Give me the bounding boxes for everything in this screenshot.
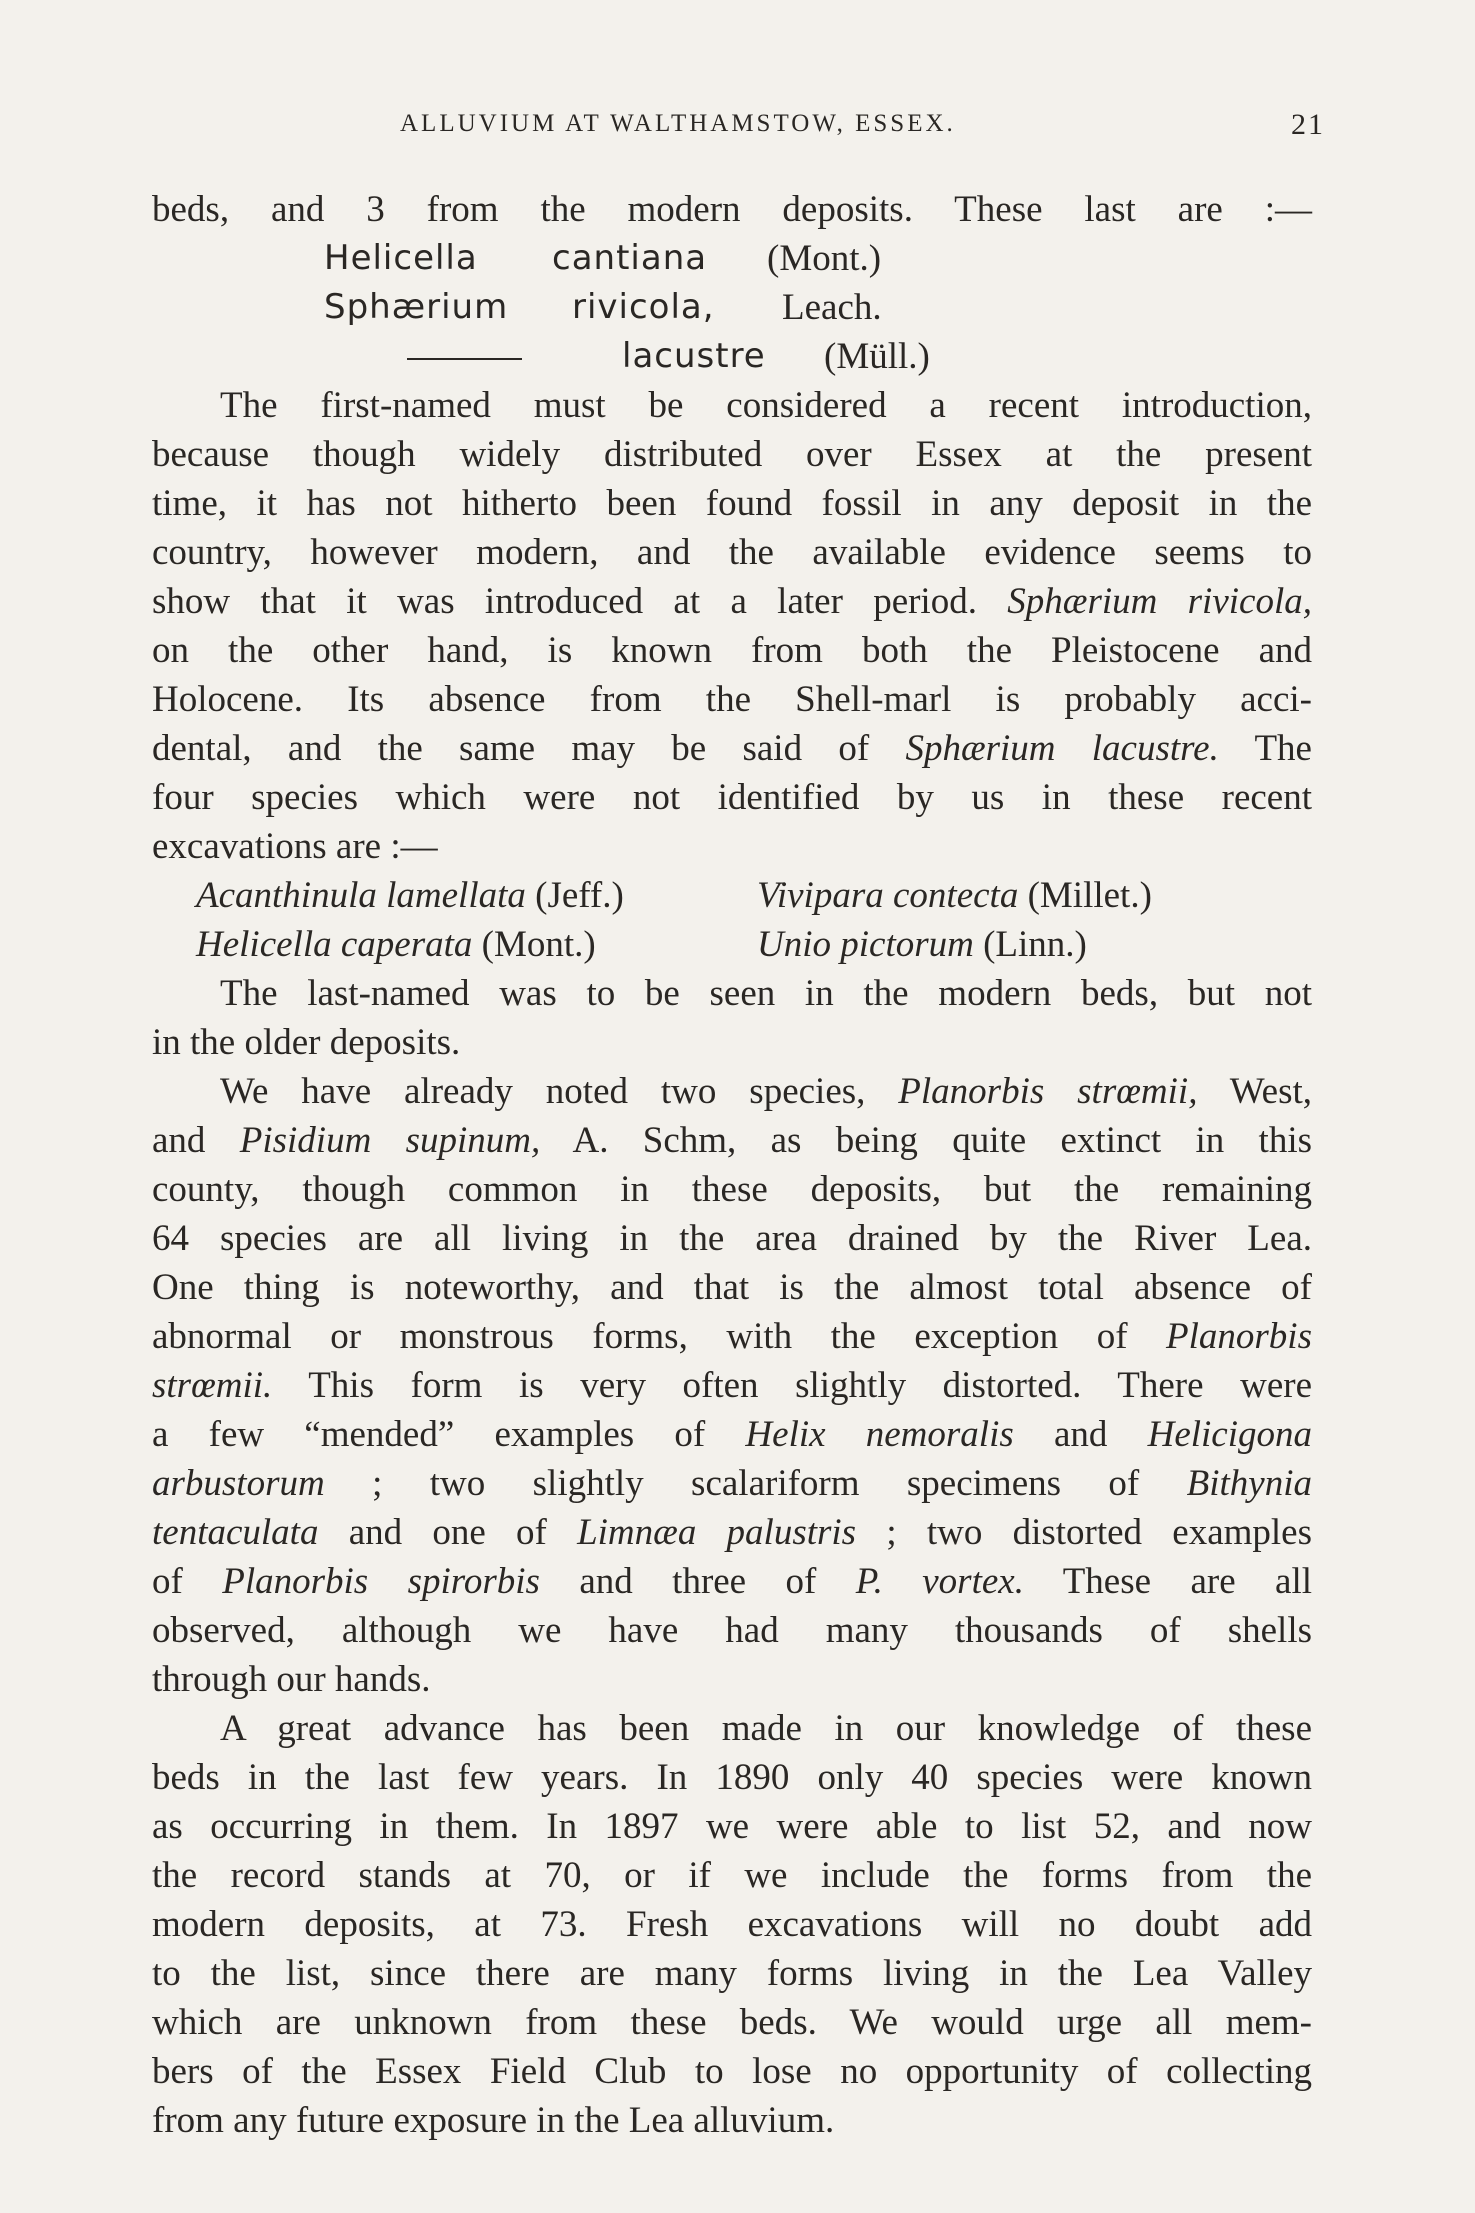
species-italic: Acanthinula lamellata	[196, 875, 526, 916]
text-line	[152, 1410, 1312, 1459]
species-author: Leach.	[782, 287, 882, 328]
text-line: four species which were not identified by us in these recent	[152, 777, 1312, 818]
text-line	[152, 577, 1312, 626]
page-number: 21	[1291, 108, 1325, 141]
text-line	[152, 1361, 1312, 1410]
text-line	[152, 1557, 1312, 1606]
species-italic: P. vortex.	[855, 1561, 1024, 1602]
missing-species-row	[152, 871, 1312, 920]
text-span: abnormal or monstrous forms, with the exception of	[152, 1316, 1128, 1357]
text-line: One thing is noteworthy, and that is the almost total absence of	[152, 1267, 1312, 1308]
text-line: in the older deposits.	[152, 1022, 461, 1063]
species-entry	[196, 920, 596, 969]
text-line	[152, 724, 1312, 773]
species-italic: Sphærium lacustre.	[905, 728, 1219, 769]
species-italic: arbustorum	[152, 1463, 325, 1504]
species-name: rivicola,	[572, 287, 715, 327]
text-line: to the list, since there are many forms living in the Lea Valley	[152, 1953, 1312, 1994]
text-span: dental, and the same may be said of	[152, 728, 870, 769]
text-line: Holocene. Its absence from the Shell-marl is probably acci-	[152, 679, 1312, 720]
text-line: time, it has not hitherto been found fossil in any deposit in the	[152, 483, 1312, 524]
ditto-dash	[407, 358, 522, 360]
species-italic: Helicella caperata	[196, 924, 473, 965]
text-span: This form is very often slightly distorted. There were	[308, 1365, 1312, 1406]
text-line: which are unknown from these beds. We would urge all mem-	[152, 2002, 1312, 2043]
text-span: and one of	[348, 1512, 547, 1553]
species-author: (Millet.)	[1027, 875, 1152, 916]
species-italic: Limnæa palustris	[577, 1512, 857, 1553]
text-span: a few “mended” examples of	[152, 1414, 706, 1455]
species-entry	[757, 871, 1152, 920]
species-italic: Sphærium rivicola,	[1007, 581, 1312, 622]
species-italic: Planorbis	[1166, 1316, 1312, 1357]
text-line	[152, 1459, 1312, 1508]
species-entry	[152, 332, 1312, 381]
text-line: 64 species are all living in the area drained by the River Lea.	[152, 1218, 1312, 1259]
text-line: modern deposits, at 73. Fresh excavations will no doubt add	[152, 1904, 1312, 1945]
species-entry	[196, 871, 624, 920]
text-span: and	[152, 1120, 206, 1161]
running-head	[150, 106, 1325, 146]
species-author: (Jeff.)	[535, 875, 624, 916]
text-line: on the other hand, is known from both the Pleistocene and	[152, 630, 1312, 671]
text-span: of	[152, 1561, 183, 1602]
body-text	[152, 185, 1312, 2145]
text-line: the record stands at 70, or if we include the forms from the	[152, 1855, 1312, 1896]
text-line	[152, 1116, 1312, 1165]
text-line	[152, 1067, 1312, 1116]
species-author: (Mont.)	[767, 238, 882, 279]
species-italic: Planorbis spirorbis	[222, 1561, 540, 1602]
species-italic: Unio pictorum	[757, 924, 974, 965]
text-line: The first-named must be considered a recent introduction,	[220, 385, 1312, 426]
text-span: ; two distorted examples	[886, 1512, 1313, 1553]
text-span: We have already noted two species,	[220, 1071, 866, 1112]
species-genus: Sphærium	[324, 287, 509, 327]
species-italic: Pisidium supinum,	[239, 1120, 541, 1161]
missing-species-row	[152, 920, 1312, 969]
text-span: A. Schm, as being quite extinct in this	[572, 1120, 1312, 1161]
text-line	[152, 1508, 1312, 1557]
species-italic: Helix nemoralis	[745, 1414, 1014, 1455]
species-entry	[152, 283, 1312, 332]
text-span: These are all	[1062, 1561, 1313, 1602]
text-line: The last-named was to be seen in the modern beds, but not	[220, 973, 1312, 1014]
species-italic: Planorbis strœmii,	[898, 1071, 1198, 1112]
text-line: as occurring in them. In 1897 we were able to list 52, and now	[152, 1806, 1312, 1847]
text-line: A great advance has been made in our knowledge of these	[220, 1708, 1312, 1749]
text-line: excavations are :—	[152, 826, 438, 867]
species-italic: Vivipara contecta	[757, 875, 1019, 916]
text-line: country, however modern, and the available evidence seems to	[152, 532, 1312, 573]
species-name: lacustre	[622, 336, 766, 376]
text-line: county, though common in these deposits, but the remaining	[152, 1169, 1312, 1210]
text-span: show that it was introduced at a later period.	[152, 581, 977, 622]
text-line: through our hands.	[152, 1659, 431, 1700]
species-entry	[757, 920, 1087, 969]
species-author: (Müll.)	[824, 336, 930, 377]
text-line: beds in the last few years. In 1890 only 40 species were known	[152, 1757, 1312, 1798]
text-line: beds, and 3 from the modern deposits. These last are :—	[152, 189, 1312, 230]
text-span: The	[1254, 728, 1312, 769]
text-span: and three of	[579, 1561, 817, 1602]
text-span: ; two slightly scalariform specimens of	[372, 1463, 1140, 1504]
species-italic: tentaculata	[152, 1512, 319, 1553]
species-italic: strœmii.	[152, 1365, 273, 1406]
species-italic: Bithynia	[1186, 1463, 1313, 1504]
text-span: and	[1053, 1414, 1108, 1455]
species-name: cantiana	[552, 238, 708, 278]
text-span: West,	[1229, 1071, 1312, 1112]
species-entry	[152, 234, 1312, 283]
text-line: because though widely distributed over Essex at the present	[152, 434, 1312, 475]
text-line: from any future exposure in the Lea alluvium.	[152, 2100, 835, 2141]
text-line: bers of the Essex Field Club to lose no opportunity of collecting	[152, 2051, 1312, 2092]
species-genus: Helicella	[324, 238, 478, 278]
species-author: (Linn.)	[983, 924, 1087, 965]
text-line: observed, although we have had many thousands of shells	[152, 1610, 1312, 1651]
species-italic: Helicigona	[1147, 1414, 1312, 1455]
species-author: (Mont.)	[481, 924, 596, 965]
running-title: ALLUVIUM AT WALTHAMSTOW, ESSEX.	[400, 110, 956, 137]
text-line	[152, 1312, 1312, 1361]
